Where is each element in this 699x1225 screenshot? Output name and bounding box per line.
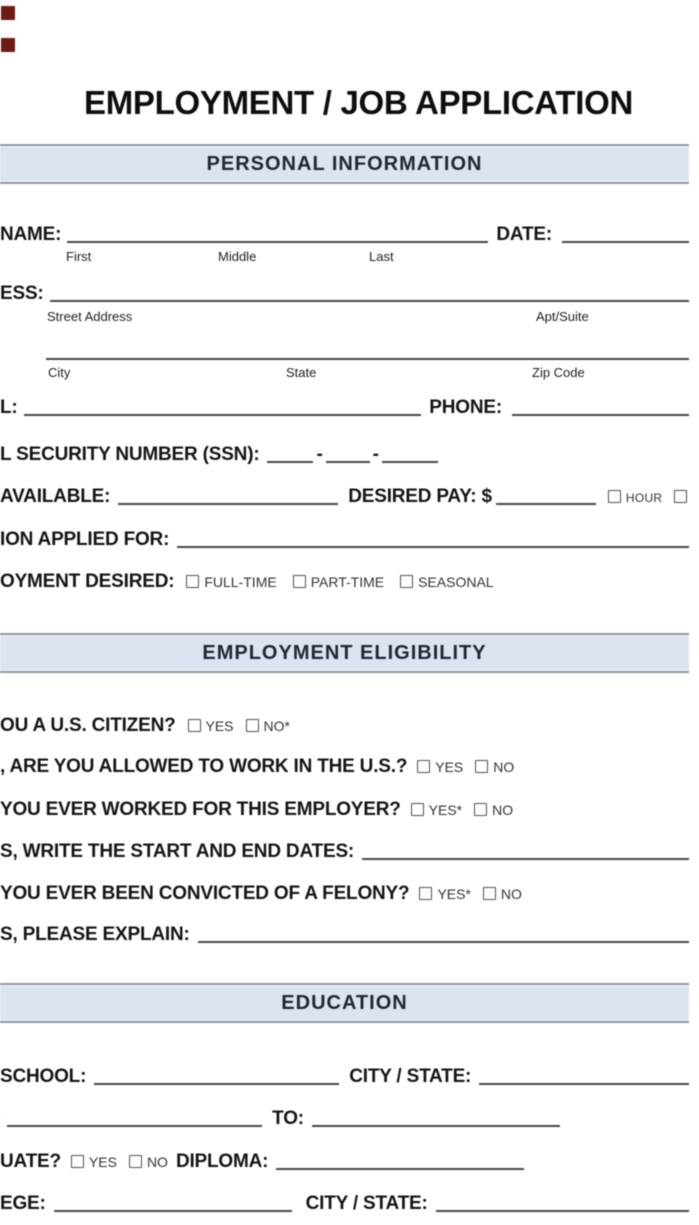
school-city-state-input-line[interactable] [479,1069,689,1085]
college-city-state-label: CITY / STATE: [305,1193,428,1214]
checkbox-seasonal[interactable] [400,575,413,588]
ssn-part2-line[interactable] [326,447,370,463]
ssn-dash2: - [372,444,379,465]
phone-input-line[interactable] [512,400,689,416]
first-sublabel: First [66,249,92,264]
citizen-no-option: NO* [263,718,290,734]
name-row [0,224,689,246]
ssn-row [0,444,438,466]
email-input-line[interactable] [24,400,422,416]
corner-red-mark-bottom [1,38,15,52]
name-label: NAME: [0,224,62,245]
position-input-line[interactable] [177,532,689,548]
position-row [0,529,689,551]
desired-pay-label: DESIRED PAY: $ [348,486,492,507]
explain-input-line[interactable] [198,927,689,943]
from-date-input-line[interactable] [7,1111,262,1127]
part-time-option: PART-TIME [310,574,385,590]
college-input-line[interactable] [54,1196,292,1212]
checkbox-pay-hour[interactable] [608,490,621,503]
worked-before-row [0,799,513,821]
allowed-to-work-row [0,756,514,778]
citizen-row [0,715,290,737]
allowed-no-option: NO [493,759,515,775]
address-row [0,283,689,305]
section-header-personal [0,144,689,184]
graduate-question: UATE? [0,1151,61,1172]
graduate-row [0,1151,524,1173]
worked-yes-option: YES* [428,802,463,818]
start-end-dates-label: S, WRITE THE START AND END DATES: [0,841,355,862]
graduate-yes-option: YES [88,1154,117,1170]
checkbox-felony-yes[interactable] [419,887,432,900]
name-input-line[interactable] [67,227,488,243]
school-city-state-label: CITY / STATE: [349,1066,472,1087]
worked-no-option: NO [492,802,514,818]
worked-before-question: YOU EVER WORKED FOR THIS EMPLOYER? [0,799,401,820]
date-label: DATE: [496,224,552,245]
zip-sublabel: Zip Code [532,365,585,380]
checkbox-worked-yes[interactable] [411,803,424,816]
section-header-eligibility-label: EMPLOYMENT ELIGIBILITY [202,641,487,664]
checkbox-graduate-no[interactable] [129,1155,142,1168]
school-input-line[interactable] [94,1069,339,1085]
college-row [0,1193,689,1215]
phone-label: PHONE: [429,397,502,418]
felony-no-option: NO [500,886,522,902]
felony-row [0,883,522,905]
start-end-dates-input-line[interactable] [362,844,689,860]
date-available-label: AVAILABLE: [0,486,111,507]
seasonal-option: SEASONAL [418,574,494,590]
to-label: TO: [272,1108,304,1129]
pay-hour-option: HOUR [625,491,663,505]
checkbox-allowed-yes[interactable] [417,760,430,773]
graduate-no-option: NO [146,1154,168,1170]
ssn-part3-line[interactable] [382,447,438,463]
email-phone-row [0,397,689,419]
ssn-dash1: - [316,444,323,465]
street-address-input-line[interactable] [50,286,689,302]
middle-sublabel: Middle [218,249,257,264]
city-state-zip-input-line[interactable] [46,358,689,360]
section-header-education [0,983,689,1023]
from-label-fragment [0,1108,1,1130]
ssn-label: L SECURITY NUMBER (SSN): [0,444,260,465]
explain-label: S, PLEASE EXPLAIN: [0,924,190,945]
college-label: EGE: [0,1193,46,1214]
page-title: EMPLOYMENT / JOB APPLICATION [84,84,633,121]
employment-desired-row [0,571,494,593]
section-header-personal-label: PERSONAL INFORMATION [206,152,483,175]
to-date-input-line[interactable] [312,1111,560,1127]
high-school-row [0,1066,689,1088]
section-header-eligibility [0,633,689,673]
checkbox-felony-no[interactable] [483,887,496,900]
checkbox-part-time[interactable] [293,575,306,588]
checkbox-pay-salary[interactable] [674,490,687,503]
from-to-row [0,1108,560,1130]
availability-pay-row [0,486,699,509]
last-sublabel: Last [369,249,394,264]
city-sublabel: City [48,365,71,380]
desired-pay-input-line[interactable] [496,489,596,505]
checkbox-citizen-no[interactable] [246,719,259,732]
explain-row [0,924,689,946]
apt-sublabel: Apt/Suite [536,309,589,324]
position-applied-label: ION APPLIED FOR: [0,529,170,550]
checkbox-full-time[interactable] [186,575,199,588]
checkbox-worked-no[interactable] [474,803,487,816]
felony-question: YOU EVER BEEN CONVICTED OF A FELONY? [0,883,410,904]
checkbox-citizen-yes[interactable] [188,719,201,732]
full-time-option: FULL-TIME [204,574,277,590]
allowed-to-work-question: , ARE YOU ALLOWED TO WORK IN THE U.S.? [0,756,408,777]
corner-red-mark-top [1,6,15,20]
felony-yes-option: YES* [437,886,471,902]
college-city-state-input-line[interactable] [436,1196,689,1212]
checkbox-graduate-yes[interactable] [71,1155,84,1168]
checkbox-allowed-no[interactable] [475,760,488,773]
diploma-label: DIPLOMA: [175,1151,269,1172]
start-end-dates-row [0,841,689,863]
diploma-input-line[interactable] [276,1154,524,1170]
email-label: L: [0,397,18,418]
address-label: ESS: [0,283,44,304]
citizen-question: OU A U.S. CITIZEN? [0,715,176,736]
ssn-part1-line[interactable] [267,447,313,463]
citizen-yes-option: YES [205,718,234,734]
street-sublabel: Street Address [47,309,133,324]
allowed-yes-option: YES [435,759,464,775]
employment-desired-label: OYMENT DESIRED: [0,571,175,592]
date-available-input-line[interactable] [118,489,338,505]
date-input-line[interactable] [562,227,689,243]
section-header-education-label: EDUCATION [281,991,408,1014]
state-sublabel: State [286,365,317,380]
school-label: SCHOOL: [0,1066,87,1087]
